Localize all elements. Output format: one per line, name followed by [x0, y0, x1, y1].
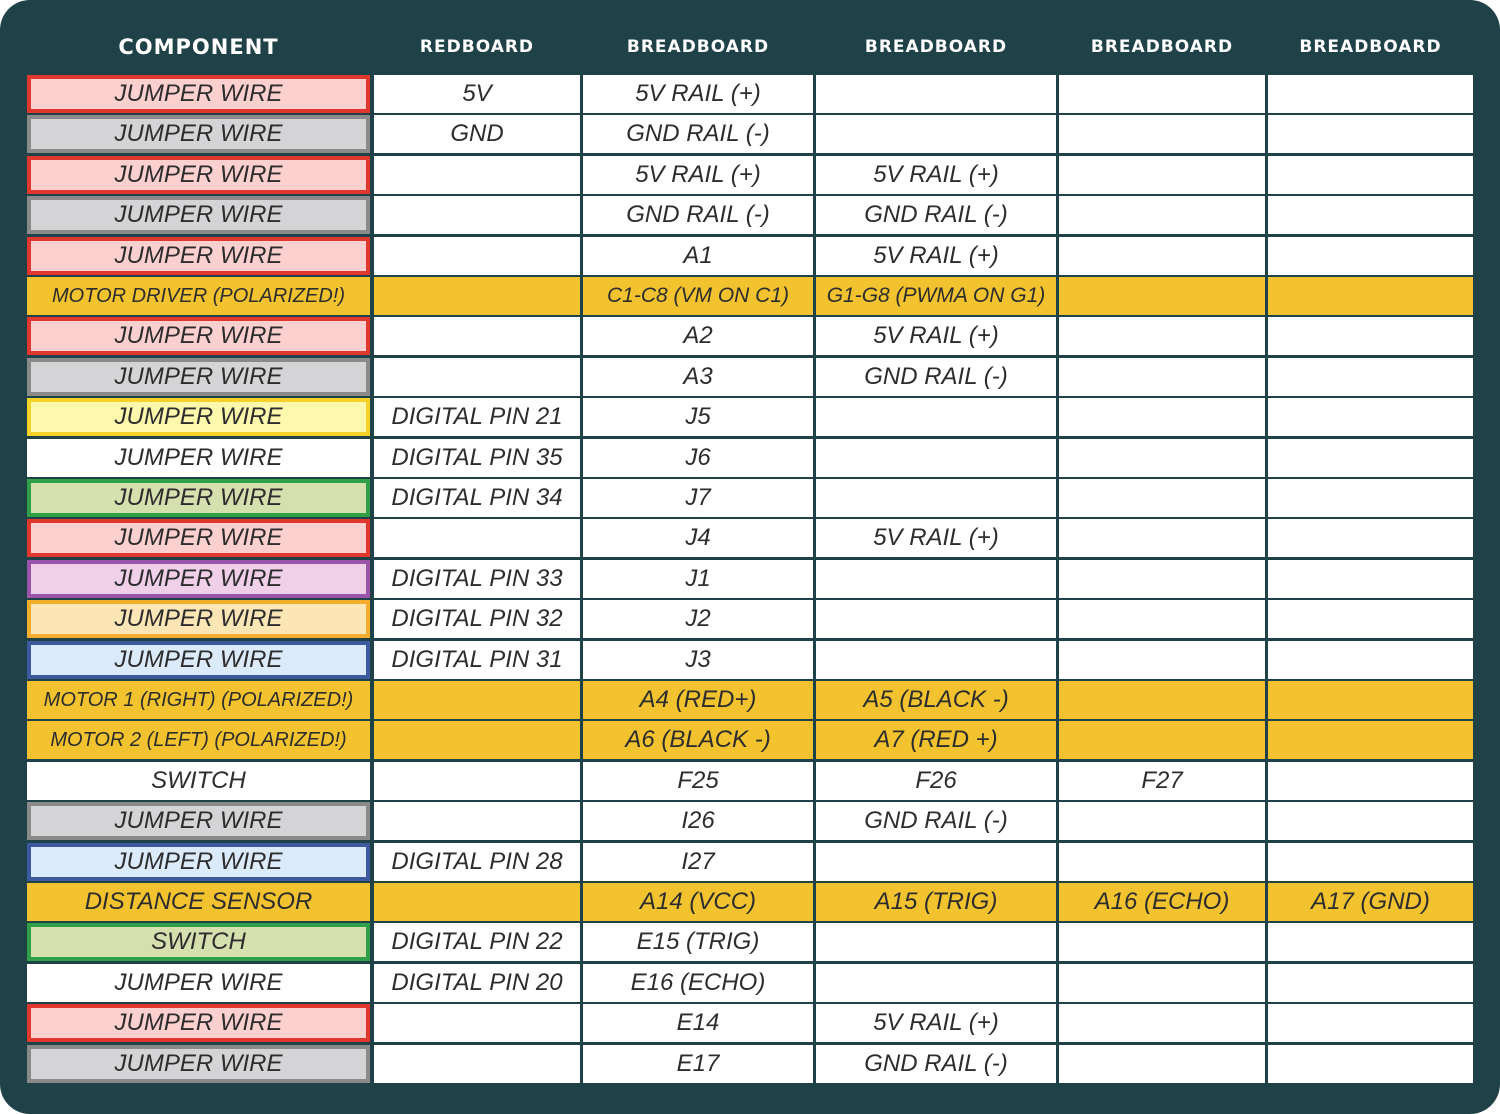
component-cell: JUMPER WIRE — [27, 439, 370, 477]
table-row — [0, 883, 1500, 921]
table-row — [0, 802, 1500, 840]
breadboard-cell — [1268, 439, 1473, 477]
breadboard-cell: A1 — [583, 237, 813, 275]
redboard-cell — [374, 762, 580, 800]
redboard-cell: DIGITAL PIN 21 — [374, 398, 580, 436]
breadboard-cell — [1268, 237, 1473, 275]
breadboard-cell — [1268, 923, 1473, 961]
table-row — [0, 439, 1500, 477]
breadboard-cell: A2 — [583, 317, 813, 355]
breadboard-cell — [816, 843, 1056, 881]
breadboard-cell: J4 — [583, 519, 813, 557]
breadboard-cell — [1268, 317, 1473, 355]
redboard-cell — [374, 1004, 580, 1042]
redboard-cell — [374, 883, 580, 921]
breadboard-cell — [1059, 923, 1265, 961]
breadboard-cell: J3 — [583, 641, 813, 679]
redboard-cell — [374, 681, 580, 719]
table-row — [0, 641, 1500, 679]
table-row — [0, 277, 1500, 315]
component-cell: JUMPER WIRE — [27, 1045, 370, 1083]
breadboard-cell — [1268, 519, 1473, 557]
breadboard-cell: GND RAIL (-) — [583, 196, 813, 234]
breadboard-cell: A16 (ECHO) — [1059, 883, 1265, 921]
breadboard-cell — [1059, 964, 1265, 1002]
breadboard-cell: E17 — [583, 1045, 813, 1083]
column-header-breadboard-3: BREADBOARD — [1090, 37, 1234, 57]
breadboard-cell — [1268, 802, 1473, 840]
breadboard-cell: GND RAIL (-) — [816, 1045, 1056, 1083]
table-row — [0, 75, 1500, 113]
breadboard-cell — [816, 75, 1056, 113]
breadboard-cell — [1268, 358, 1473, 396]
component-cell: JUMPER WIRE — [27, 600, 370, 638]
breadboard-cell: A4 (RED+) — [583, 681, 813, 719]
component-cell: SWITCH — [27, 923, 370, 961]
breadboard-cell: A3 — [583, 358, 813, 396]
redboard-cell — [374, 721, 580, 759]
breadboard-cell — [1059, 681, 1265, 719]
redboard-cell: DIGITAL PIN 34 — [374, 479, 580, 517]
breadboard-cell: A6 (BLACK -) — [583, 721, 813, 759]
component-cell: JUMPER WIRE — [27, 560, 370, 598]
redboard-cell: DIGITAL PIN 28 — [374, 843, 580, 881]
breadboard-cell — [1268, 843, 1473, 881]
component-cell: JUMPER WIRE — [27, 196, 370, 234]
breadboard-cell: J1 — [583, 560, 813, 598]
breadboard-cell — [1059, 317, 1265, 355]
breadboard-cell — [1059, 196, 1265, 234]
breadboard-cell — [1268, 641, 1473, 679]
breadboard-cell — [1059, 600, 1265, 638]
breadboard-cell — [1059, 479, 1265, 517]
table-row — [0, 762, 1500, 800]
breadboard-cell — [816, 560, 1056, 598]
breadboard-cell — [816, 398, 1056, 436]
component-cell: JUMPER WIRE — [27, 358, 370, 396]
table-row — [0, 843, 1500, 881]
breadboard-cell — [1268, 156, 1473, 194]
redboard-cell: DIGITAL PIN 33 — [374, 560, 580, 598]
table-row — [0, 358, 1500, 396]
table-row — [0, 196, 1500, 234]
breadboard-cell: A15 (TRIG) — [816, 883, 1056, 921]
component-cell: JUMPER WIRE — [27, 1004, 370, 1042]
component-cell: JUMPER WIRE — [27, 317, 370, 355]
breadboard-cell: J7 — [583, 479, 813, 517]
component-cell: JUMPER WIRE — [27, 519, 370, 557]
breadboard-cell — [1268, 398, 1473, 436]
breadboard-cell — [816, 479, 1056, 517]
redboard-cell: DIGITAL PIN 32 — [374, 600, 580, 638]
breadboard-cell: A7 (RED +) — [816, 721, 1056, 759]
breadboard-cell: 5V RAIL (+) — [816, 519, 1056, 557]
breadboard-cell — [1268, 721, 1473, 759]
column-header-breadboard-4: BREADBOARD — [1299, 37, 1442, 57]
redboard-cell — [374, 237, 580, 275]
breadboard-cell — [1059, 641, 1265, 679]
component-cell: JUMPER WIRE — [27, 115, 370, 153]
breadboard-cell: GND RAIL (-) — [583, 115, 813, 153]
table-row — [0, 156, 1500, 194]
breadboard-cell: E14 — [583, 1004, 813, 1042]
breadboard-cell — [1059, 358, 1265, 396]
breadboard-cell — [816, 600, 1056, 638]
breadboard-cell — [1268, 115, 1473, 153]
redboard-cell: GND — [374, 115, 580, 153]
table-row — [0, 721, 1500, 759]
breadboard-cell: A5 (BLACK -) — [816, 681, 1056, 719]
breadboard-cell: 5V RAIL (+) — [583, 156, 813, 194]
table-row — [0, 317, 1500, 355]
component-cell: DISTANCE SENSOR — [27, 883, 370, 921]
redboard-cell: DIGITAL PIN 31 — [374, 641, 580, 679]
breadboard-cell — [1059, 560, 1265, 598]
breadboard-cell — [1059, 156, 1265, 194]
breadboard-cell — [1268, 479, 1473, 517]
breadboard-cell: 5V RAIL (+) — [816, 317, 1056, 355]
redboard-cell — [374, 1045, 580, 1083]
table-row — [0, 479, 1500, 517]
redboard-cell — [374, 519, 580, 557]
breadboard-cell: E16 (ECHO) — [583, 964, 813, 1002]
redboard-cell — [374, 358, 580, 396]
table-row — [0, 923, 1500, 961]
breadboard-cell — [816, 923, 1056, 961]
component-cell: JUMPER WIRE — [27, 237, 370, 275]
table-row — [0, 519, 1500, 557]
breadboard-cell: C1-C8 (VM ON C1) — [583, 277, 813, 315]
breadboard-cell — [1059, 721, 1265, 759]
table-row — [0, 560, 1500, 598]
breadboard-cell: F26 — [816, 762, 1056, 800]
redboard-cell: 5V — [374, 75, 580, 113]
breadboard-cell: A17 (GND) — [1268, 883, 1473, 921]
breadboard-cell: F27 — [1059, 762, 1265, 800]
component-cell: MOTOR 1 (RIGHT) (POLARIZED!) — [27, 681, 370, 719]
breadboard-cell — [816, 439, 1056, 477]
component-cell: JUMPER WIRE — [27, 641, 370, 679]
breadboard-cell — [816, 641, 1056, 679]
breadboard-cell — [1268, 1004, 1473, 1042]
redboard-cell — [374, 196, 580, 234]
breadboard-cell: G1-G8 (PWMA ON G1) — [816, 277, 1056, 315]
component-cell: JUMPER WIRE — [27, 964, 370, 1002]
breadboard-cell — [1268, 560, 1473, 598]
breadboard-cell: E15 (TRIG) — [583, 923, 813, 961]
breadboard-cell: I26 — [583, 802, 813, 840]
component-cell: JUMPER WIRE — [27, 398, 370, 436]
table-row — [0, 681, 1500, 719]
breadboard-cell — [816, 115, 1056, 153]
breadboard-cell: GND RAIL (-) — [816, 358, 1056, 396]
breadboard-cell — [1059, 237, 1265, 275]
breadboard-cell — [816, 964, 1056, 1002]
component-cell: JUMPER WIRE — [27, 75, 370, 113]
column-header-breadboard-2: BREADBOARD — [864, 37, 1008, 57]
breadboard-cell — [1268, 75, 1473, 113]
breadboard-cell — [1268, 762, 1473, 800]
component-cell: SWITCH — [27, 762, 370, 800]
redboard-cell: DIGITAL PIN 22 — [374, 923, 580, 961]
breadboard-cell — [1059, 1045, 1265, 1083]
breadboard-cell — [1059, 398, 1265, 436]
column-header-component: COMPONENT — [118, 35, 279, 59]
breadboard-cell — [1059, 843, 1265, 881]
breadboard-cell: GND RAIL (-) — [816, 802, 1056, 840]
breadboard-cell — [1059, 519, 1265, 557]
table-row — [0, 398, 1500, 436]
breadboard-cell: J2 — [583, 600, 813, 638]
component-cell: JUMPER WIRE — [27, 802, 370, 840]
component-cell: MOTOR 2 (LEFT) (POLARIZED!) — [27, 721, 370, 759]
breadboard-cell — [1059, 1004, 1265, 1042]
table-row — [0, 964, 1500, 1002]
breadboard-cell — [1059, 115, 1265, 153]
breadboard-cell — [1268, 277, 1473, 315]
redboard-cell — [374, 317, 580, 355]
table-row — [0, 115, 1500, 153]
component-cell: JUMPER WIRE — [27, 479, 370, 517]
table-row — [0, 1004, 1500, 1042]
breadboard-cell: A14 (VCC) — [583, 883, 813, 921]
table-row — [0, 1045, 1500, 1083]
component-cell: MOTOR DRIVER (POLARIZED!) — [27, 277, 370, 315]
breadboard-cell — [1268, 1045, 1473, 1083]
redboard-cell: DIGITAL PIN 35 — [374, 439, 580, 477]
breadboard-cell: 5V RAIL (+) — [816, 237, 1056, 275]
breadboard-cell — [1268, 964, 1473, 1002]
breadboard-cell: GND RAIL (-) — [816, 196, 1056, 234]
table-row — [0, 600, 1500, 638]
component-cell: JUMPER WIRE — [27, 156, 370, 194]
breadboard-cell — [1268, 196, 1473, 234]
breadboard-cell — [1059, 277, 1265, 315]
redboard-cell — [374, 156, 580, 194]
breadboard-cell: J5 — [583, 398, 813, 436]
redboard-cell — [374, 277, 580, 315]
breadboard-cell — [1268, 681, 1473, 719]
breadboard-cell — [1268, 600, 1473, 638]
redboard-cell: DIGITAL PIN 20 — [374, 964, 580, 1002]
table-row — [0, 237, 1500, 275]
breadboard-cell — [1059, 75, 1265, 113]
component-cell: JUMPER WIRE — [27, 843, 370, 881]
breadboard-cell — [1059, 802, 1265, 840]
redboard-cell — [374, 802, 580, 840]
breadboard-cell: 5V RAIL (+) — [816, 1004, 1056, 1042]
breadboard-cell: F25 — [583, 762, 813, 800]
column-header-breadboard-1: BREADBOARD — [626, 37, 770, 57]
column-header-redboard: REDBOARD — [419, 37, 535, 57]
breadboard-cell: 5V RAIL (+) — [583, 75, 813, 113]
breadboard-cell: J6 — [583, 439, 813, 477]
breadboard-cell: 5V RAIL (+) — [816, 156, 1056, 194]
breadboard-cell: I27 — [583, 843, 813, 881]
breadboard-cell — [1059, 439, 1265, 477]
